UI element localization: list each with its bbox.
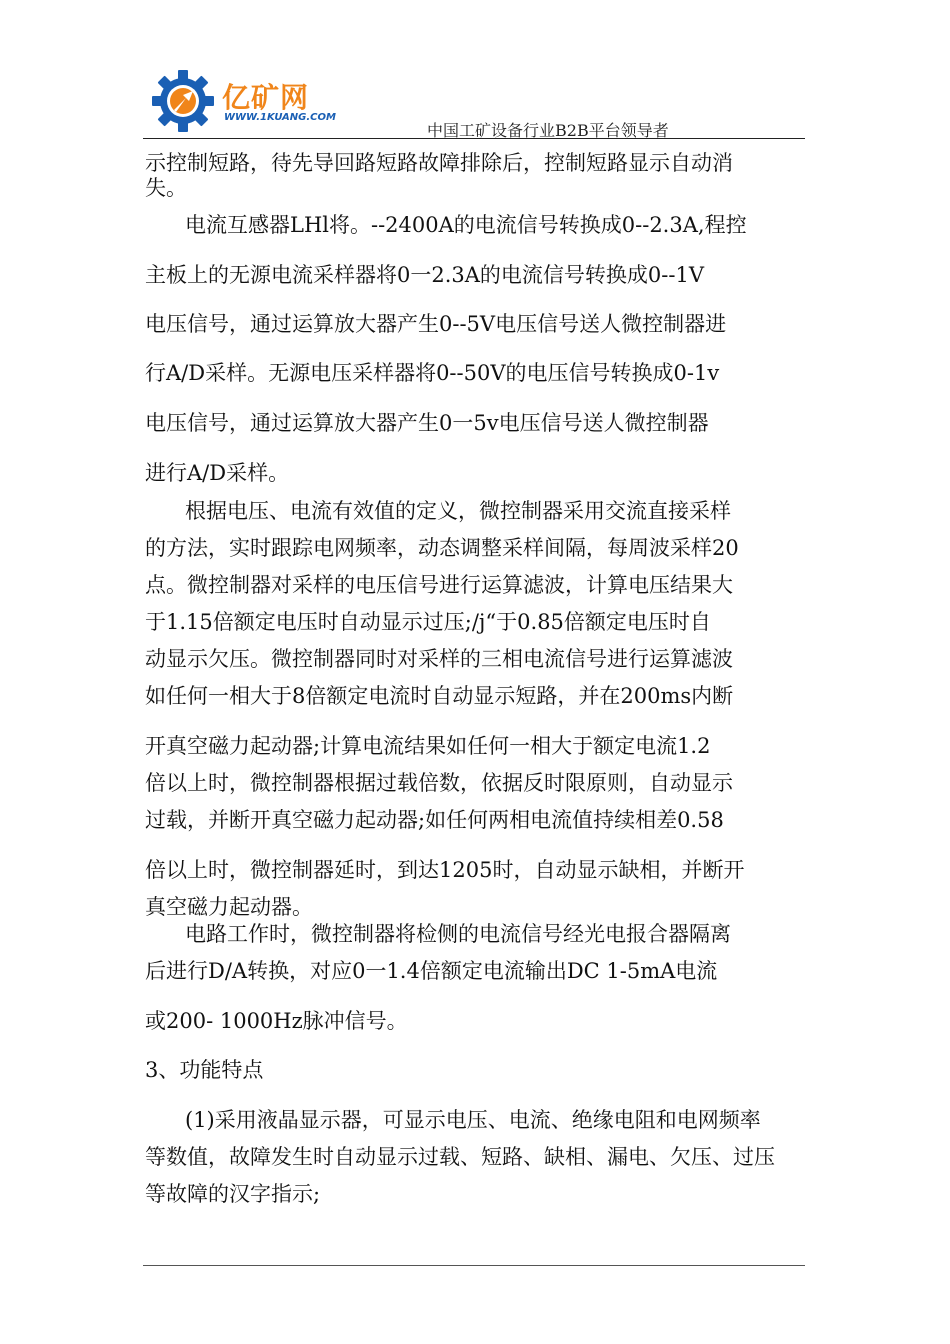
- body-line: 等故障的汉字指示;: [145, 1182, 321, 1206]
- body-line: 电压信号，通过运算放大器产生0一5v电压信号送人微控制器: [145, 411, 709, 435]
- body-line: 动显示欠压。微控制器同时对采样的三相电流信号进行运算滤波: [145, 647, 733, 671]
- body-line: 过载，并断开真空磁力起动器;如任何两相电流值持续相差0.58: [145, 808, 724, 832]
- body-line: 的方法，实时跟踪电网频率，动态调整采样间隔，每周波采样20: [145, 536, 739, 560]
- body-line: 行A/D采样。无源电压采样器将0--50V的电压信号转换成0-1v: [145, 361, 720, 385]
- section-heading: 3、功能特点: [145, 1058, 264, 1082]
- gear-logo-icon: [150, 68, 216, 134]
- body-line: 电压信号，通过运算放大器产生0--5V电压信号送人微控制器进: [145, 312, 727, 336]
- body-line: 如任何一相大于8倍额定电流时自动显示短路，并在200ms内断: [145, 684, 734, 708]
- body-line: 真空磁力起动器。: [145, 895, 313, 919]
- body-line: 失。: [145, 176, 187, 200]
- body-line: 于1.15倍额定电压时自动显示过压;/j“于0.85倍额定电压时自: [145, 610, 711, 634]
- body-line: 等数值，故障发生时自动显示过载、短路、缺相、漏电、欠压、过压: [145, 1145, 775, 1169]
- body-line: 开真空磁力起动器;计算电流结果如任何一相大于额定电流1.2: [145, 734, 711, 758]
- header-slogan: 中国工矿设备行业B2B平台领导者: [427, 121, 669, 140]
- body-line: 或200- 1000Hz脉冲信号。: [145, 1009, 408, 1033]
- body-line: 点。微控制器对采样的电压信号进行运算滤波，计算电压结果大: [145, 573, 733, 597]
- body-line: 主板上的无源电流采样器将0一2.3A的电流信号转换成0--1V: [145, 263, 704, 287]
- body-line: 后进行D/A转换，对应0一1.4倍额定电流输出DC 1-5mA电流: [145, 959, 718, 983]
- site-logo[interactable]: [150, 70, 340, 134]
- header-divider: [143, 138, 805, 139]
- body-line: 根据电压、电流有效值的定义，微控制器采用交流直接采样: [185, 499, 731, 523]
- body-line: 电路工作时，微控制器将检侧的电流信号经光电报合器隔离: [185, 922, 731, 946]
- body-line: 电流互感器LHl将。--2400A的电流信号转换成0--2.3A,程控: [185, 213, 747, 237]
- logo-url: WWW.1KUANG.COM: [224, 112, 336, 123]
- body-line: 进行A/D采样。: [145, 461, 290, 485]
- body-line: 倍以上时，微控制器根据过载倍数，依据反时限原则，自动显示: [145, 771, 733, 795]
- logo-wordmark: 亿矿网: [222, 81, 310, 114]
- body-line: 倍以上时，微控制器延时，到达1205时，自动显示缺相，并断开: [145, 858, 745, 882]
- body-line: 示控制短路，待先导回路短路故障排除后，控制短路显示自动消: [145, 151, 733, 175]
- footer-divider: [143, 1265, 805, 1266]
- body-line: (1)采用液晶显示器，可显示电压、电流、绝缘电阻和电网频率: [185, 1108, 761, 1132]
